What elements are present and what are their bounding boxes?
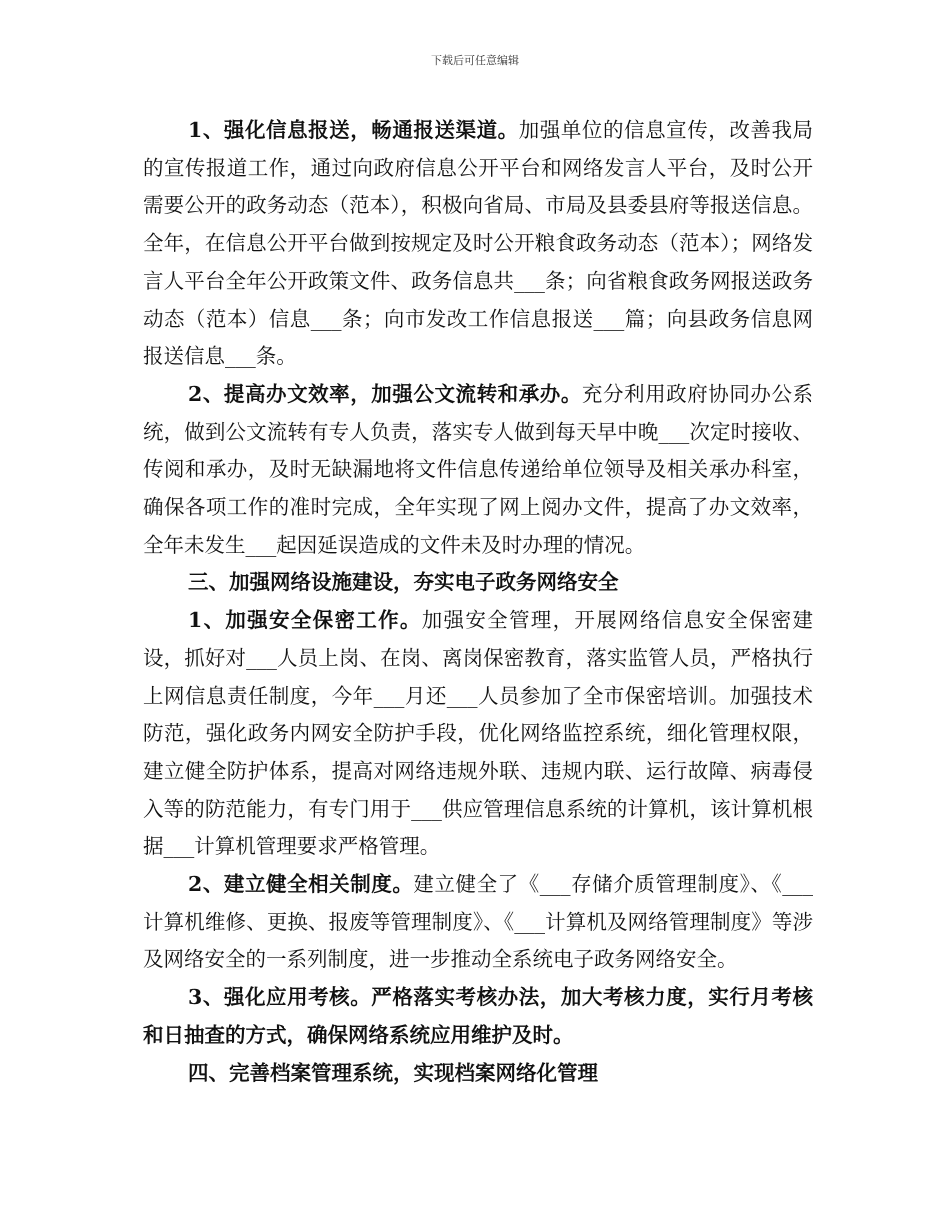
paragraph-security <box>143 602 813 866</box>
paragraph-document-efficiency <box>143 376 813 565</box>
paragraph-text: 充分利用政府协同办公系统，做到公文流转有专人负责，落实专人做到每天早中晚___次定时接收、传阅和承办，及时无缺漏地将文件信息传递给单位领导及相关承办科室，确保各项工作的准时完成，全年实现了网上阅办文件，提高了办文效率，全年未发生___起因延误造成的文件未及时办理的情况。 <box>143 381 814 557</box>
paragraph-lead: 2、建立健全相关制度。 <box>188 872 414 897</box>
paragraph-regulations <box>143 866 813 979</box>
paragraph-lead: 2、提高办文效率，加强公文流转和承办。 <box>188 381 582 406</box>
paragraph-lead: 1、强化信息报送，畅通报送渠道。 <box>188 118 519 142</box>
paragraph-info-reporting <box>143 112 813 376</box>
paragraph-assessment: 3、强化应用考核。严格落实考核办法，加大考核力度，实行月考核和日抽查的方式，确保网络系统应用维护及时。 <box>143 985 813 1047</box>
page-header: 下载后可任意编辑 <box>431 54 519 67</box>
section-heading-network: 三、加强网络设施建设，夯实电子政务网络安全 <box>188 570 619 595</box>
paragraph-text: 加强单位的信息宣传，改善我局的宣传报道工作，通过向政府信息公开平台和网络发言人平台，及时公开需要公开的政务动态（范本），积极向省局、市局及县委县府等报送信息。全年，在信息公开平台做到按规定及时公开粮食政务动态（范本）；网络发言人平台全年公开政策文件、政务信息共___条；向省粮食政务网报送政务动态（范本）信息___条；向市发改工作信息报送___篇；向县政务信息网报送信息___条。 <box>143 118 814 369</box>
document-body <box>143 112 813 1092</box>
paragraph-lead: 1、加强安全保密工作。 <box>188 608 422 633</box>
section-heading-archives: 四、完善档案管理系统，实现档案网络化管理 <box>188 1060 598 1085</box>
paragraph-text: 建立健全了《___存储介质管理制度》、《___计算机维修、更换、报废等管理制度》、《___计算机及网络管理制度》等涉及网络安全的一系列制度，进一步推动全系统电子政务网络安全。 <box>143 872 813 972</box>
paragraph-text: 加强安全管理，开展网络信息安全保密建设，抓好对___人员上岗、在岗、离岗保密教育，落实监管人员，严格执行上网信息责任制度，今年___月还___人员参加了全市保密培训。加强技术防范，强化政务内网安全防护手段，优化网络监控系统，细化管理权限，建立健全防护体系，提高对网络违规外联、违规内联、运行故障、病毒侵入等的防范能力，有专门用于___供应管理信息系统的计算机，该计算机根据___计算机管理要求严格管理。 <box>143 608 814 859</box>
